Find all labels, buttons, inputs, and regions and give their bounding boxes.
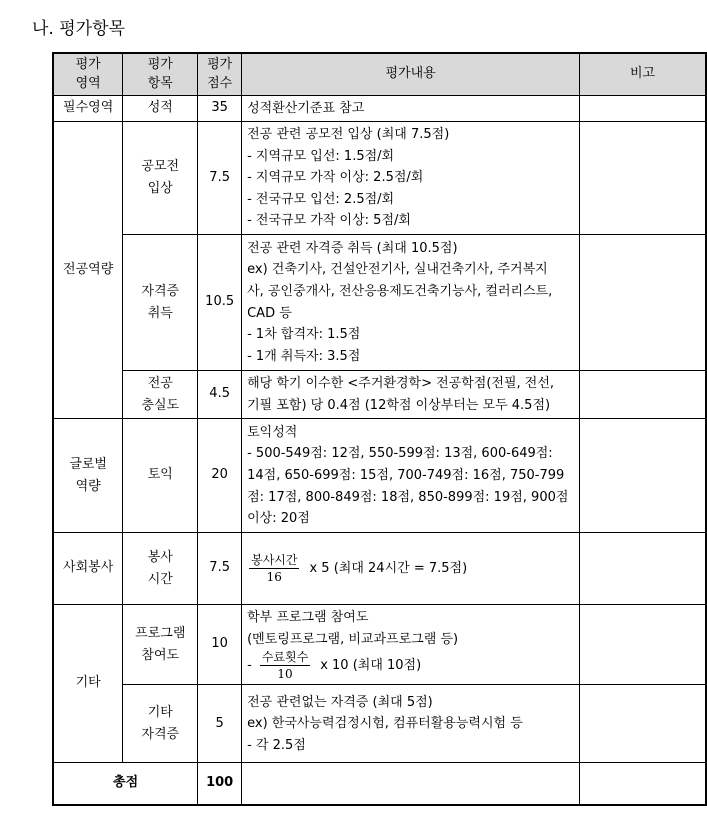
table-row — [53, 235, 706, 371]
score-cell: 7.5 — [198, 122, 242, 235]
note-cell — [580, 605, 706, 685]
table-row — [53, 122, 706, 235]
table-row — [53, 95, 706, 122]
area-cell: 전공역량 — [53, 122, 123, 419]
evaluation-table — [52, 52, 707, 806]
content-cell — [242, 763, 580, 805]
table-row — [53, 533, 706, 605]
table-row — [53, 685, 706, 763]
score-cell: 20 — [198, 419, 242, 533]
item-cell: 공모전 입상 — [123, 122, 198, 235]
header-note: 비고 — [580, 53, 706, 95]
note-cell — [580, 419, 706, 533]
score-cell: 10 — [198, 605, 242, 685]
area-cell: 사회봉사 — [53, 533, 123, 605]
header-row — [53, 53, 706, 95]
section-title: 나. 평가항목 — [32, 19, 125, 39]
note-cell — [580, 763, 706, 805]
content-cell: 토익성적 - 500-549점: 12점, 550-599점: 13점, 600-649점: 14점, 650-699점: 15점, 700-749점: 16점, 750-799 점: 17점, 800-849점: 18점, 850-899점: 19점, 900점 이상: 20점 — [242, 419, 580, 533]
table-row — [53, 371, 706, 419]
content-cell: $\frac{\text{봉사시간}}{16}$ x 5 (최대 24시간 = 7.5점) — [242, 533, 580, 605]
note-cell — [580, 371, 706, 419]
score-cell: 35 — [198, 95, 242, 122]
item-cell: 전공 충실도 — [123, 371, 198, 419]
score-cell: 7.5 — [198, 533, 242, 605]
content-cell: 해당 학기 이수한 <주거환경학> 전공학점(전필, 전선, 기필 포함) 당 0.4점 (12학점 이상부터는 모두 4.5점) — [242, 371, 580, 419]
content-cell: 성적환산기준표 참고 — [242, 95, 580, 122]
total-row — [53, 763, 706, 805]
area-cell: 필수영역 — [53, 95, 123, 122]
content-cell: 전공 관련 자격증 취득 (최대 10.5점) ex) 건축기사, 건설안전기사, 실내건축기사, 주거복지 사, 공인중개사, 전산응용제도건축기능사, 컬러리스트, CAD 등 - 1차 합격자: 1.5점 - 1개 취득자: 3.5점 — [242, 235, 580, 371]
header-item: 평가 항목 — [123, 53, 198, 95]
area-cell: 글로벌 역량 — [53, 419, 123, 533]
note-cell — [580, 235, 706, 371]
content-cell: 전공 관련 공모전 입상 (최대 7.5점) - 지역규모 입선: 1.5점/회 - 지역규모 가작 이상: 2.5점/회 - 전국규모 입선: 2.5점/회 - 전국규모 가작 이상: 5점/회 — [242, 122, 580, 235]
note-cell — [580, 533, 706, 605]
total-score: 100 — [198, 763, 242, 805]
table-row — [53, 419, 706, 533]
area-cell: 기타 — [53, 605, 123, 763]
note-cell — [580, 95, 706, 122]
note-cell — [580, 685, 706, 763]
content-cell: 학부 프로그램 참여도 (멘토링프로그램, 비교과프로그램 등) - $\frac{\text{수료횟수}}{10}$ x 10 (최대 10점) — [242, 605, 580, 685]
fraction: $\frac{\text{봉사시간}}{16}$ — [251, 552, 298, 584]
fraction: $\frac{\text{수료횟수}}{10}$ — [261, 650, 309, 682]
item-cell: 기타 자격증 — [123, 685, 198, 763]
header-score: 평가 점수 — [198, 53, 242, 95]
item-cell: 자격증 취득 — [123, 235, 198, 371]
item-cell: 성적 — [123, 95, 198, 122]
header-area: 평가 영역 — [53, 53, 123, 95]
item-cell: 프로그램 참여도 — [123, 605, 198, 685]
item-cell: 봉사 시간 — [123, 533, 198, 605]
score-cell: 10.5 — [198, 235, 242, 371]
item-cell: 토익 — [123, 419, 198, 533]
score-cell: 5 — [198, 685, 242, 763]
header-content: 평가내용 — [242, 53, 580, 95]
content-cell: 전공 관련없는 자격증 (최대 5점) ex) 한국사능력검정시험, 컴퓨터활용능력시험 등 - 각 2.5점 — [242, 685, 580, 763]
table-row — [53, 605, 706, 685]
note-cell — [580, 122, 706, 235]
score-cell: 4.5 — [198, 371, 242, 419]
total-label: 총점 — [53, 763, 198, 805]
